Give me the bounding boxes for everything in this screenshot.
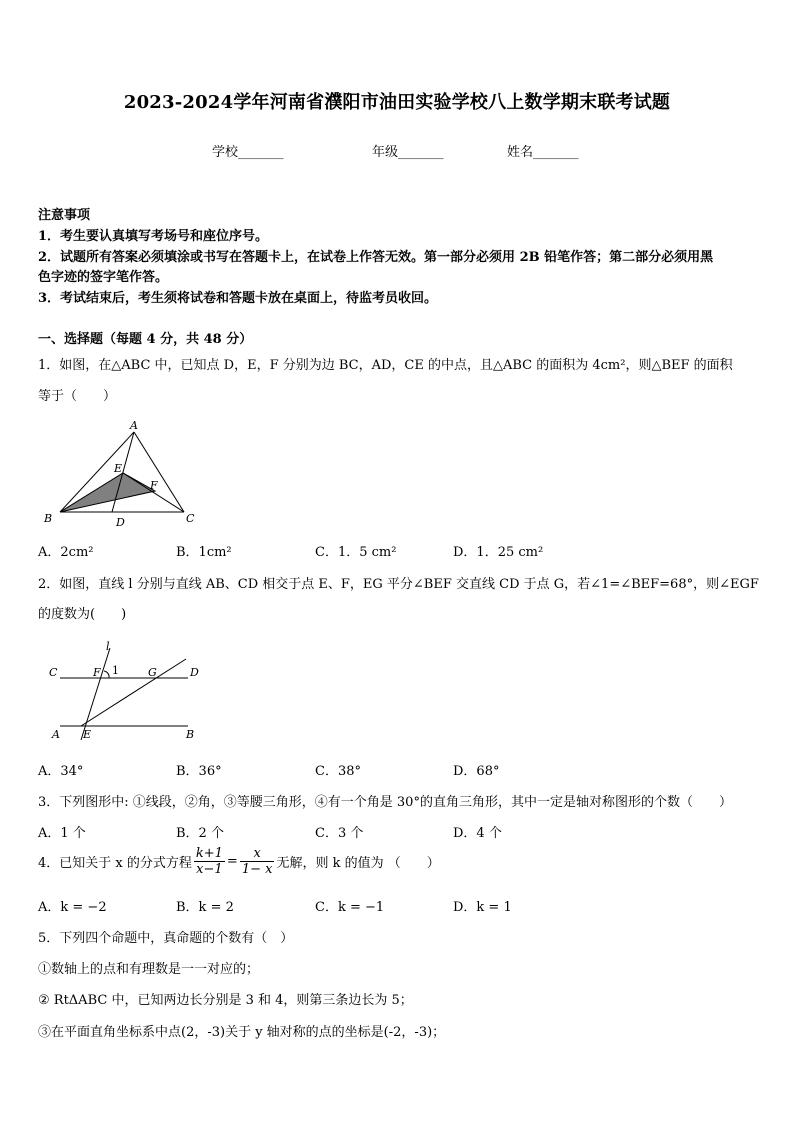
- notice-item: 色字迹的签字笔作答。: [38, 270, 169, 285]
- question-1-text-cont: 等于（ ）: [38, 389, 117, 404]
- triangle-bef-shaded: [60, 473, 155, 512]
- fraction-2-numerator: x: [240, 846, 275, 862]
- triangle-figure: [38, 418, 208, 530]
- label-f: F: [93, 666, 101, 679]
- label-e: E: [83, 728, 92, 741]
- fraction-2-denominator: 1− x: [241, 862, 273, 877]
- label-f: F: [150, 479, 158, 492]
- option-b: B．36°: [176, 764, 222, 779]
- label-d: D: [190, 666, 199, 679]
- equals-sign: =: [226, 854, 238, 869]
- option-a: A．1 个: [38, 826, 86, 841]
- option-d: D．4 个: [453, 826, 502, 841]
- question-2-text-cont: 的度数为( ): [38, 607, 127, 622]
- label-a: A: [52, 728, 60, 741]
- option-a: A．34°: [38, 764, 84, 779]
- option-c: C．k = −1: [315, 900, 385, 915]
- question-5-text: 5．下列四个命题中，真命题的个数有（ ）: [38, 931, 294, 946]
- label-a: A: [130, 419, 138, 432]
- statement-2: ② RtΔABC 中，已知两边长分别是 3 和 4，则第三条边长为 5；: [38, 993, 413, 1008]
- question-4-suffix: 无解，则 k 的值为 （ ）: [276, 856, 440, 871]
- grade-field: 年级_______: [372, 145, 444, 160]
- label-c: C: [186, 512, 195, 525]
- section-heading: 一、选择题（每题 4 分，共 48 分）: [38, 332, 253, 347]
- label-l: l: [106, 640, 110, 653]
- option-c: C．3 个: [315, 826, 364, 841]
- label-g: G: [148, 666, 157, 679]
- option-a: A．k = −2: [38, 900, 107, 915]
- label-e: E: [114, 462, 123, 475]
- option-a: A．2cm²: [38, 545, 94, 560]
- fraction-1-numerator: k+1: [195, 846, 223, 861]
- option-d: D．68°: [453, 764, 500, 779]
- option-c: C．38°: [315, 764, 361, 779]
- option-b: B．2 个: [176, 826, 224, 841]
- fraction-2: [240, 846, 275, 877]
- option-c: C．1．5 cm²: [315, 545, 397, 560]
- page-title: 2023-2024学年河南省濮阳市油田实验学校八上数学期末联考试题: [123, 92, 671, 113]
- question-4-prefix: 4．已知关于 x 的分式方程: [38, 856, 192, 871]
- statement-3: ③在平面直角坐标系中点(2，-3)关于 y 轴对称的点的坐标是(-2，-3)；: [38, 1025, 446, 1040]
- notice-item: 1．考生要认真填写考场号和座位序号。: [38, 229, 269, 244]
- notice-item: 3．考试结束后，考生须将试卷和答题卡放在桌面上，待监考员收回。: [38, 291, 438, 306]
- label-b: B: [186, 728, 195, 741]
- option-d: D．k = 1: [453, 900, 512, 915]
- label-d: D: [116, 516, 125, 529]
- question-2-text: 2．如图，直线 l 分别与直线 AB、CD 相交于点 E、F，EG 平分∠BEF 交直线 CD 于点 G，若∠1=∠BEF=68°，则∠EGF: [38, 577, 759, 592]
- notice-heading: 注意事项: [38, 208, 91, 223]
- school-field: 学校_______: [212, 145, 284, 160]
- segment-ac: [134, 432, 184, 512]
- option-b: B．1cm²: [176, 545, 232, 560]
- question-4-text: [38, 846, 440, 877]
- option-d: D．1．25 cm²: [453, 545, 544, 560]
- label-c: C: [49, 666, 58, 679]
- angle-1-arc: [104, 671, 109, 678]
- lines-figure: [38, 638, 213, 744]
- fraction-1-denominator: x−1: [196, 862, 223, 877]
- label-b: B: [44, 512, 53, 525]
- option-b: B．k = 2: [176, 900, 234, 915]
- question-3-text: 3．下列图形中: ①线段，②角，③等腰三角形，④有一个角是 30°的直角三角形，其中一定是轴对称图形的个数（ ）: [38, 795, 732, 810]
- name-field: 姓名_______: [507, 145, 579, 160]
- notice-item: 2．试题所有答案必须填涂或书写在答题卡上，在试卷上作答无效。第一部分必须用 2B 铅笔作答；第二部分必须用黑: [38, 250, 714, 265]
- question-1-text: 1．如图，在△ABC 中，已知点 D，E，F 分别为边 BC，AD，CE 的中点，且△ABC 的面积为 4cm²，则△BEF 的面积: [38, 358, 733, 373]
- statement-1: ①数轴上的点和有理数是一一对应的；: [38, 962, 260, 977]
- label-1: 1: [112, 664, 119, 677]
- fraction-1: [194, 846, 225, 877]
